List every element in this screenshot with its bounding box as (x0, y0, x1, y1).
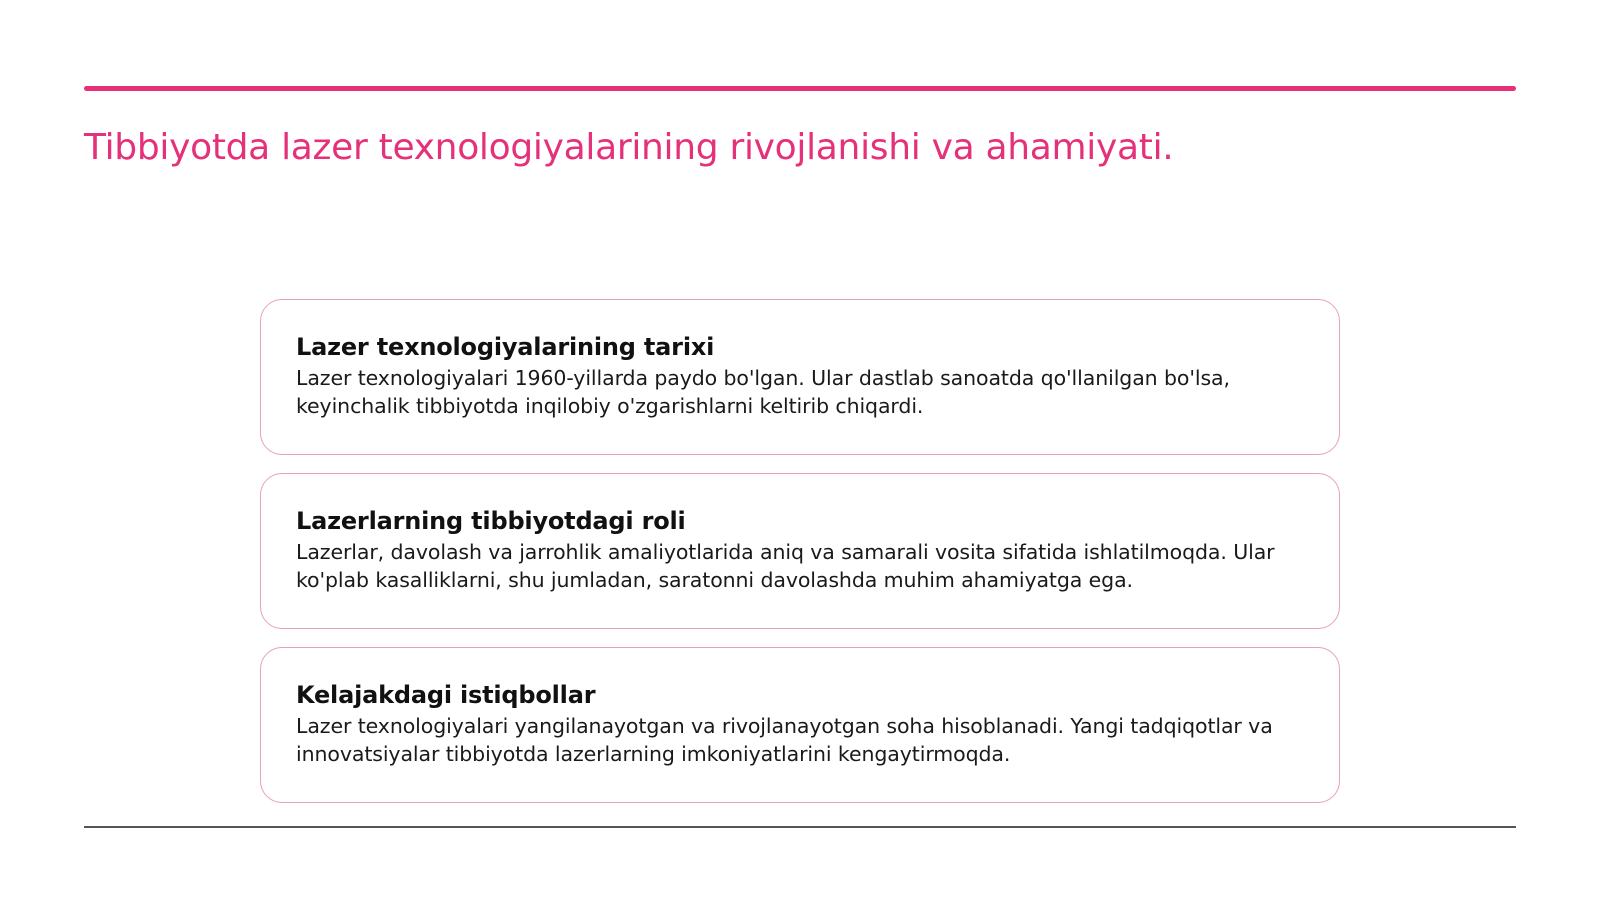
card-body: Lazerlar, davolash va jarrohlik amaliyotlarida aniq va samarali vosita sifatida ishlatilmoqda. Ular ko'plab kasalliklarni, shu jumladan, saratonni davolashda muhim ahamiyatga ega. (296, 540, 1275, 592)
top-accent-rule (84, 86, 1516, 91)
bottom-rule (84, 826, 1516, 828)
slide-title: Tibbiyotda lazer texnologiyalarining rivojlanishi va ahamiyati. (84, 127, 1174, 168)
card-heading: Lazerlarning tibbiyotdagi roli (296, 507, 686, 535)
card-role (260, 473, 1340, 629)
card-body: Lazer texnologiyalari 1960-yillarda paydo bo'lgan. Ular dastlab sanoatda qo'llanilgan bo'lsa, keyinchalik tibbiyotda inqilobiy o'zgarishlarni keltirib chiqardi. (296, 366, 1230, 418)
card-prospects (260, 647, 1340, 803)
card-history (260, 299, 1340, 455)
card-heading: Lazer texnologiyalarining tarixi (296, 333, 715, 361)
card-heading: Kelajakdagi istiqbollar (296, 681, 596, 709)
card-body: Lazer texnologiyalari yangilanayotgan va rivojlanayotgan soha hisoblanadi. Yangi tadqiqotlar va innovatsiyalar tibbiyotda lazerlarning imkoniyatlarini kengaytirmoqda. (296, 714, 1273, 766)
card-list (260, 299, 1340, 821)
